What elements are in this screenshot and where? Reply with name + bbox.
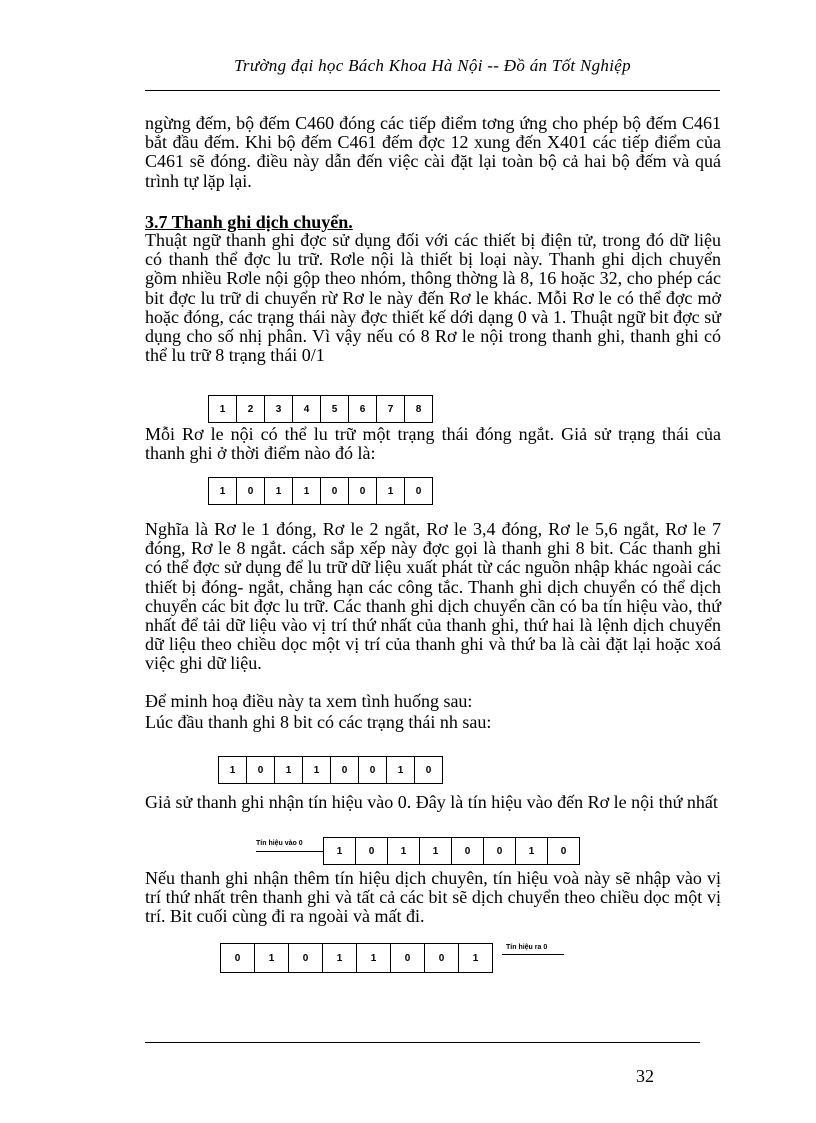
register-cell: 3 [265, 396, 293, 422]
register-cell: 5 [321, 396, 349, 422]
register-cell: 0 [349, 478, 377, 504]
page-header: Trường đại học Bách Khoa Hà Nội -- Đồ án Tốt Nghiệp [234, 56, 631, 75]
register-cell: 1 [324, 838, 356, 864]
register-cell: 6 [349, 396, 377, 422]
register-cell: 0 [425, 944, 459, 972]
register-cell: 1 [265, 478, 293, 504]
register-cell: 1 [209, 478, 237, 504]
section-heading: 3.7 Thanh ghi dịch chuyển. [145, 212, 353, 232]
register-cell: 0 [359, 757, 387, 783]
register-cell: 7 [377, 396, 405, 422]
register-cell: 1 [275, 757, 303, 783]
register-cell: 0 [247, 757, 275, 783]
register-cell: 1 [293, 478, 321, 504]
register-input-diagram [323, 837, 580, 865]
register-cell: 0 [221, 944, 255, 972]
register-cell: 1 [357, 944, 391, 972]
register-shifted-diagram [220, 943, 493, 973]
register-cell: 0 [237, 478, 265, 504]
signal-out-line [502, 954, 564, 955]
paragraph-illustration-intro: Để minh hoạ điều này ta xem tình huống sau: [145, 691, 473, 711]
register-cell: 4 [293, 396, 321, 422]
register-cell: 1 [472, 952, 479, 964]
register-initial-diagram [218, 756, 443, 784]
register-cell: 0 [415, 485, 422, 497]
signal-out-label: Tín hiệu ra 0 [506, 944, 548, 951]
paragraph-initial-state: Lúc đầu thanh ghi 8 bit có các trạng thái nh sau: [145, 712, 492, 732]
register-cell: 0 [321, 478, 349, 504]
register-cell: 0 [560, 845, 567, 857]
register-cell: 8 [415, 403, 422, 415]
signal-in-label: Tín hiệu vào 0 [256, 840, 303, 847]
header-rule [145, 90, 720, 91]
register-cell: 1 [303, 757, 331, 783]
register-state-diagram [208, 477, 433, 505]
register-cell: 1 [516, 838, 548, 864]
register-cell: 0 [356, 838, 388, 864]
register-cell: 0 [425, 764, 432, 776]
register-cell: 0 [289, 944, 323, 972]
register-cell: 0 [452, 838, 484, 864]
register-cell: 1 [209, 396, 237, 422]
paragraph-input-signal: Giả sử thanh ghi nhận tín hiệu vào 0. Đây là tín hiệu vào đến Rơ le nội thứ nhất [145, 792, 718, 812]
signal-in-line [256, 851, 324, 852]
paragraph-relay-state: Mỗi Rơ le nội có thể lu trữ một trạng thái đóng ngắt. Giả sử trạng thái của thanh ghi ở thời điểm nào đó là: [145, 424, 721, 464]
register-cell: 2 [237, 396, 265, 422]
register-cell: 1 [387, 757, 415, 783]
paragraph-register-definition: Thuật ngữ thanh ghi đợc sử dụng đối với các thiết bị điện tử, trong đó dữ liệu có thanh thể đợc lu trữ. Rơle nội là thiết bị loại này. Thanh ghi dịch chuyển gồm nhiều Rơle nội gộp theo nhóm, thông thờng là 8, 16 hoặc 32, cho phép các bit đợc lu trữ di chuyển rừ Rơ le này đến Rơ le khác. Mỗi Rơ le có thể đợc mở hoặc đóng, các trạng thái này đợc thiết kế dới dạng 0 và 1. Thuật ngữ bit đợc sử dụng cho số nhị phân. Vì vậy nếu có 8 Rơ le nội trong thanh ghi, thanh ghi có thể lu trữ 8 trạng thái 0/1 [145, 230, 721, 366]
register-index-diagram [208, 395, 433, 423]
register-cell: 1 [323, 944, 357, 972]
register-cell: 0 [391, 944, 425, 972]
page-number: 32 [636, 1066, 654, 1086]
paragraph-shift-explanation: Nếu thanh ghi nhận thêm tín hiệu dịch chuyên, tín hiệu voà này sẽ nhập vào vị trí thứ nhất trên thanh ghi và tất cả các bit sẽ dịch chuyển theo chiều dọc một vị trí. Bit cuối cùng đi ra ngoài và mất đi. [145, 868, 721, 927]
footer-rule [145, 1042, 700, 1043]
register-cell: 1 [219, 757, 247, 783]
register-cell: 1 [388, 838, 420, 864]
paragraph-register-explanation: Nghĩa là Rơ le 1 đóng, Rơ le 2 ngắt, Rơ le 3,4 đóng, Rơ le 5,6 ngắt, Rơ le 7 đóng, Rơ le 8 ngắt. cách sắp xếp này đợc gọi là thanh ghi 8 bit. Các thanh ghi có thể đợc sử dụng để lu trữ dữ liệu xuất phát từ các nguồn nhập khác ngoài các thiết bị đóng- ngắt, chẳng hạn các công tắc. Thanh ghi dịch chuyển có thể dịch chuyển các bit đợc lu trữ. Các thanh ghi dịch chuyển cần có ba tín hiệu vào, thứ nhất để tải dữ liệu vào vị trí thứ nhất của thanh ghi, thứ hai là lệnh dịch chuyển dữ liệu theo chiều dọc một vị trí của thanh ghi và thứ ba là cài đặt lại hoặc xoá việc ghi dữ liệu. [145, 519, 721, 674]
register-cell: 0 [331, 757, 359, 783]
register-cell: 1 [420, 838, 452, 864]
paragraph-counter-continuation: ngừng đếm, bộ đếm C460 đóng các tiếp điểm tơng ứng cho phép bộ đếm C461 bắt đầu đếm. Khi bộ đếm C461 đếm đợc 12 xung đến X401 các tiếp điểm của C461 sẽ đóng. điều này dẫn đến việc cài đặt lại toàn bộ cả hai bộ đếm và quá trình tự lặp lại. [145, 113, 721, 191]
register-cell: 1 [377, 478, 405, 504]
register-cell: 1 [255, 944, 289, 972]
register-cell: 0 [484, 838, 516, 864]
